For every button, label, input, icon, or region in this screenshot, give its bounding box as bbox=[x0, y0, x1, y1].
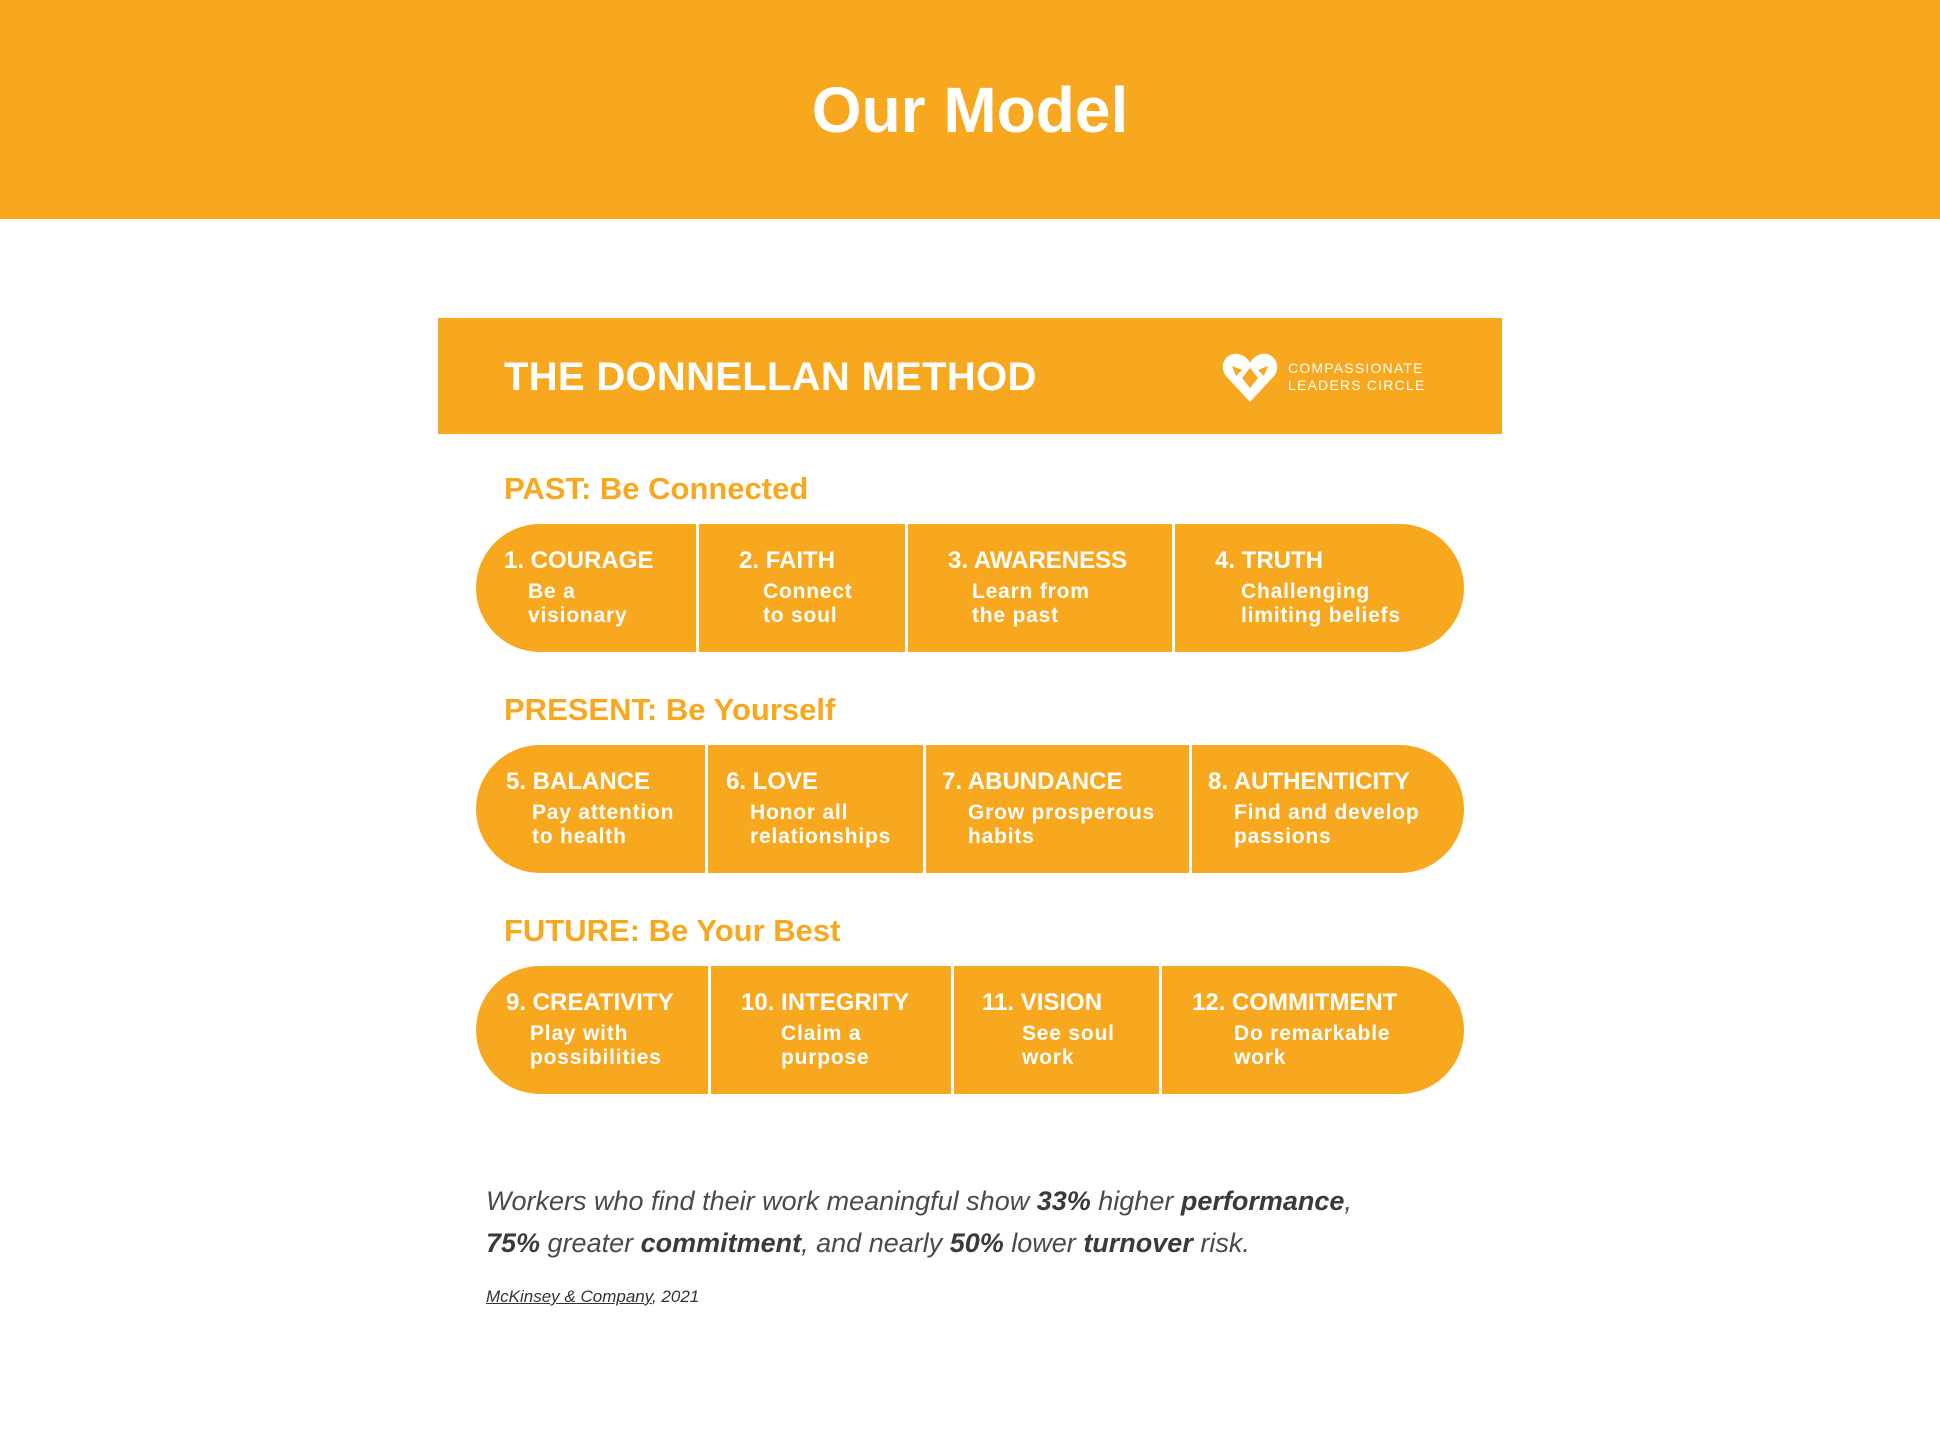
step-description: Learn from the past bbox=[972, 580, 1090, 627]
method-title: THE DONNELLAN METHOD bbox=[504, 355, 1037, 399]
step-title: 11. VISION bbox=[982, 989, 1103, 1016]
step-title: 10. INTEGRITY bbox=[741, 989, 910, 1016]
method-header bbox=[438, 318, 1502, 434]
section-heading-present: PRESENT: Be Yourself bbox=[504, 692, 836, 727]
step-title: 7. ABUNDANCE bbox=[942, 768, 1123, 795]
step-balance bbox=[476, 745, 705, 873]
step-description: Find and develop passions bbox=[1234, 801, 1420, 848]
step-commitment bbox=[1162, 966, 1464, 1094]
step-description: Do remarkable work bbox=[1234, 1022, 1391, 1069]
step-description: Grow prosperous habits bbox=[968, 801, 1156, 848]
step-description: Pay attention to health bbox=[532, 801, 675, 848]
brand-name bbox=[1288, 360, 1425, 394]
step-vision bbox=[954, 966, 1159, 1094]
step-truth bbox=[1175, 524, 1464, 652]
step-description: Challenging limiting beliefs bbox=[1241, 580, 1401, 627]
step-description: Be a visionary bbox=[528, 580, 628, 627]
step-title: 6. LOVE bbox=[726, 768, 819, 795]
pill-future bbox=[476, 966, 1464, 1094]
source-year: , 2021 bbox=[651, 1287, 700, 1306]
step-integrity bbox=[711, 966, 951, 1094]
step-awareness bbox=[908, 524, 1172, 652]
step-title: 3. AWARENESS bbox=[948, 547, 1128, 574]
heart-diamond-icon bbox=[1222, 350, 1278, 404]
step-authenticity bbox=[1192, 745, 1464, 873]
step-title: 2. FAITH bbox=[739, 547, 836, 574]
source-citation bbox=[486, 1286, 699, 1308]
step-description: Honor all relationships bbox=[750, 801, 892, 848]
brand-line-1: COMPASSIONATE bbox=[1288, 360, 1424, 376]
statistic-quote: Workers who find their work meaningful show 33% higher performance, 75% greater commitment, and nearly 50% lower turnover risk. bbox=[486, 1186, 1352, 1258]
section-heading-past: PAST: Be Connected bbox=[504, 471, 809, 506]
step-love bbox=[708, 745, 923, 873]
section-heading-future: FUTURE: Be Your Best bbox=[504, 913, 841, 948]
step-title: 12. COMMITMENT bbox=[1192, 989, 1398, 1016]
source-link[interactable]: McKinsey & Company bbox=[486, 1287, 652, 1306]
step-title: 5. BALANCE bbox=[506, 768, 651, 795]
pill-past bbox=[476, 524, 1464, 652]
step-title: 9. CREATIVITY bbox=[506, 989, 674, 1016]
page-title: Our Model bbox=[811, 74, 1129, 146]
step-description: See soul work bbox=[1022, 1022, 1115, 1069]
step-title: 1. COURAGE bbox=[504, 547, 654, 574]
brand-logo bbox=[1222, 350, 1442, 404]
brand-line-2: LEADERS CIRCLE bbox=[1288, 377, 1426, 393]
step-description: Claim a purpose bbox=[781, 1022, 870, 1069]
pill-present bbox=[476, 745, 1464, 873]
step-title: 4. TRUTH bbox=[1215, 547, 1323, 574]
step-courage bbox=[476, 524, 696, 652]
top-banner bbox=[0, 0, 1940, 219]
step-faith bbox=[699, 524, 905, 652]
step-description: Connect to soul bbox=[763, 580, 853, 627]
step-abundance bbox=[926, 745, 1189, 873]
step-creativity bbox=[476, 966, 708, 1094]
step-description: Play with possibilities bbox=[530, 1022, 662, 1069]
step-title: 8. AUTHENTICITY bbox=[1208, 768, 1410, 795]
